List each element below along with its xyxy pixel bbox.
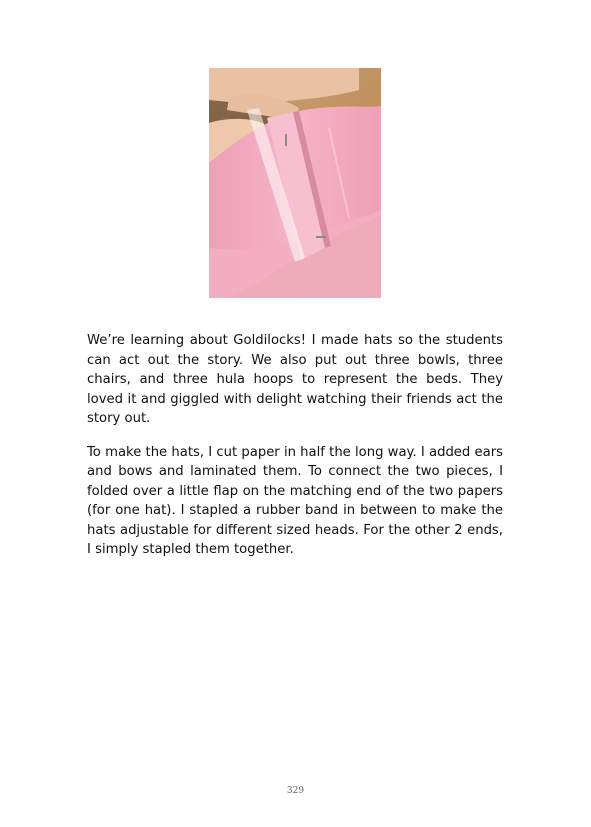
paragraph-1: We’re learning about Goldilocks! I made hats so the students can act out the story. We also put out three bowls, three chairs, and three hula hoops to represent the beds. They loved it and giggled with delight watching their friends act the story out.	[87, 333, 503, 426]
hat-photo-illustration	[209, 68, 381, 298]
paragraph-2: To make the hats, I cut paper in half the long way. I added ears and bows and laminated them. To connect the two pieces, I folded over a little flap on the matching end of the two papers (for one hat). I stapled a rubber band in between to make the hats adjustable for different sized heads. For the other 2 ends, I simply stapled them together.	[87, 444, 503, 557]
hat-photo	[209, 68, 381, 298]
body-text	[87, 331, 503, 574]
page-number: 329	[286, 786, 305, 796]
